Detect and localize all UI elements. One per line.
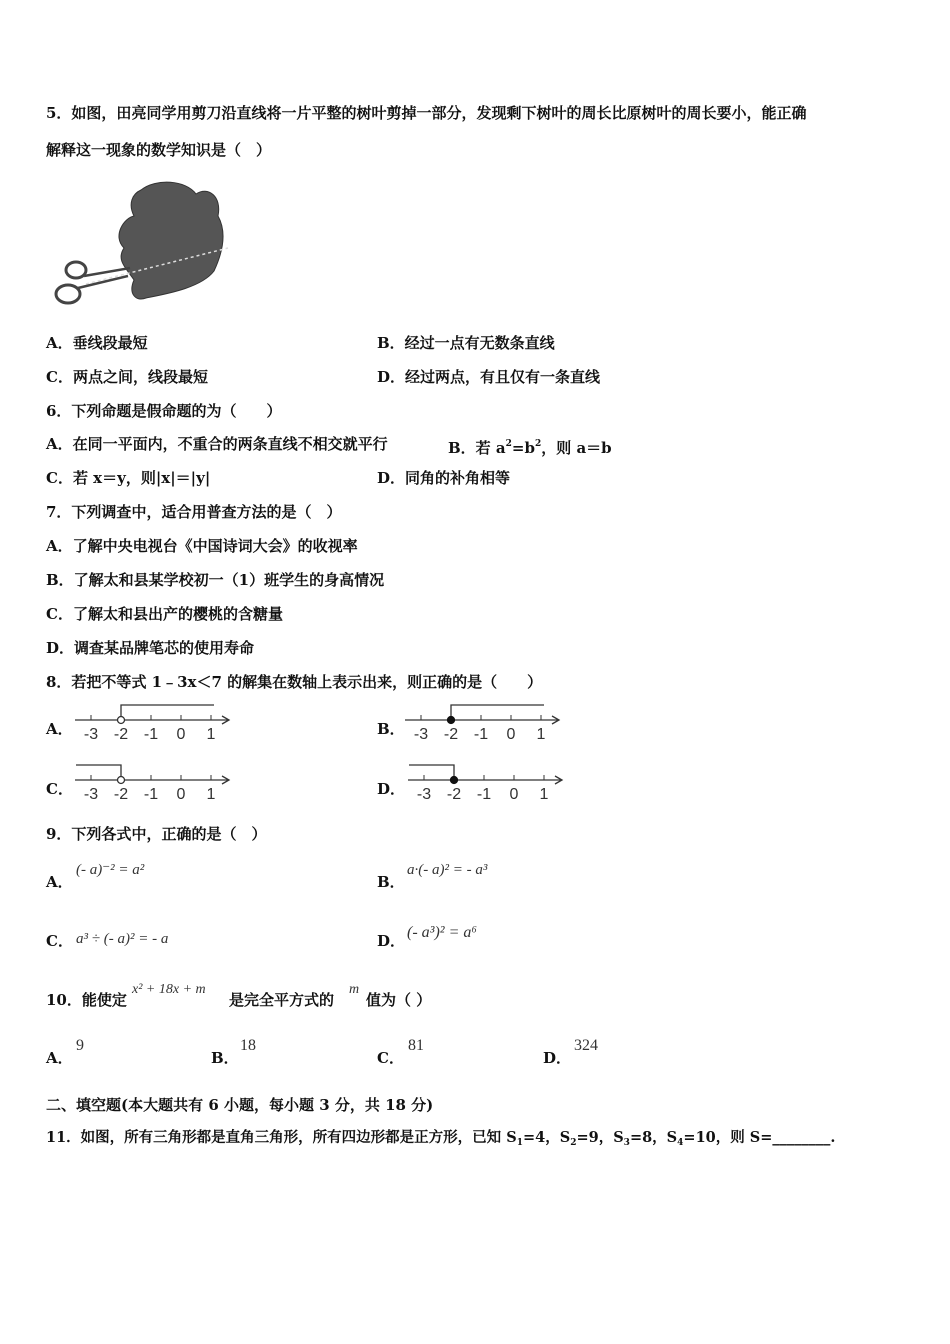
q8-stem: 8．若把不等式 1﹣3x＜7 的解集在数轴上表示出来，则正确的是（ ） <box>46 673 543 691</box>
q6-option-c: C．若 x＝y，则|x|＝|y| <box>46 469 211 487</box>
q5-option-d: D．经过两点，有且仅有一条直线 <box>377 368 601 386</box>
q6-option-b: B．若 $a^2=b^2$，则 a＝b <box>448 439 612 457</box>
q5-stem-line2: 解释这一现象的数学知识是（ ） <box>46 141 272 159</box>
tick-label-d-4: 0 <box>509 786 519 803</box>
q5-option-c: C．两点之间，线段最短 <box>46 368 208 386</box>
q9-option-b-label: B． <box>377 873 405 891</box>
tick-label-c-4: 0 <box>176 786 186 803</box>
q8-number-line-d <box>405 762 570 804</box>
tick-label-b-4: 0 <box>506 726 516 743</box>
tick-label-c-2: -2 <box>113 786 129 803</box>
q7-option-b: B．了解太和县某学校初一（1）班学生的身高情况 <box>46 571 385 589</box>
q7-option-a: A．了解中央电视台《中国诗词大会》的收视率 <box>46 537 358 555</box>
q10-value-c: 81 <box>408 1037 424 1054</box>
q8-number-line-a <box>72 702 237 744</box>
q9-option-a-label: A． <box>46 873 73 891</box>
tick-label-a-5: 1 <box>206 726 216 743</box>
tick-label-b-3: -1 <box>473 726 489 743</box>
q10-option-c-label: C． <box>377 1049 404 1067</box>
q10-value-a: 9 <box>76 1037 84 1054</box>
tick-label-b-1: -3 <box>413 726 429 743</box>
q5-option-a: A．垂线段最短 <box>46 334 148 352</box>
q6-stem: 6．下列命题是假命题的为（ ） <box>46 402 282 420</box>
q10-value-d: 324 <box>574 1037 598 1054</box>
tick-label-d-1: -3 <box>416 786 432 803</box>
tick-label-a-1: -3 <box>83 726 99 743</box>
q10-stem-mid: 是完全平方式的 <box>229 991 335 1009</box>
q5-stem-line1: 5．如图，田亮同学用剪刀沿直线将一片平整的树叶剪掉一部分，发现剩下树叶的周长比原树叶的周长要小，能正确 <box>46 104 807 122</box>
q10-stem-post: 值为（ ） <box>366 991 432 1009</box>
q9-expr-b: a·(- a)² = - a³ <box>407 862 488 878</box>
q9-expr-a: (- a)⁻² = a² <box>76 862 145 878</box>
q10-var: m <box>349 982 360 997</box>
q7-stem: 7．下列调查中，适合用普查方法的是（ ） <box>46 503 342 521</box>
q9-expr-c: a³ ÷ (- a)² = - a <box>76 931 169 947</box>
q8-number-line-b <box>402 702 567 744</box>
leaf-scissors-figure <box>46 176 236 318</box>
q8-option-b-label: B． <box>377 720 405 738</box>
section-2-title: 二、填空题(本大题共有 6 小题，每小题 3 分，共 18 分) <box>46 1096 434 1114</box>
q11-stem: 11．如图，所有三角形都是直角三角形，所有四边形都是正方形，已知 $S_1=4$，$S_2=9$，$S_3=8$，$S_4=10$，则 S=________. <box>46 1129 836 1148</box>
q9-expr-d: (- a³)² = a⁶ <box>407 924 477 941</box>
q10-value-b: 18 <box>240 1037 256 1054</box>
q6-option-d: D．同角的补角相等 <box>377 469 511 487</box>
tick-label-c-1: -3 <box>83 786 99 803</box>
q8-option-a-label: A． <box>46 720 73 738</box>
q8-number-line-c <box>72 762 237 804</box>
q9-option-c-label: C． <box>46 932 73 950</box>
q7-option-d: D．调查某品牌笔芯的使用寿命 <box>46 639 255 657</box>
tick-label-b-2: -2 <box>443 726 459 743</box>
q5-option-b: B．经过一点有无数条直线 <box>377 334 555 352</box>
tick-label-b-5: 1 <box>536 726 546 743</box>
q7-option-c: C．了解太和县出产的樱桃的含糖量 <box>46 605 283 623</box>
q10-stem-pre: 10．能使定 <box>46 991 127 1009</box>
q8-option-d-label: D． <box>377 780 406 798</box>
tick-label-a-3: -1 <box>143 726 159 743</box>
q9-stem: 9．下列各式中，正确的是（ ） <box>46 825 267 843</box>
tick-label-c-5: 1 <box>206 786 216 803</box>
tick-label-a-4: 0 <box>176 726 186 743</box>
q10-option-a-label: A． <box>46 1049 73 1067</box>
q9-option-d-label: D． <box>377 932 406 950</box>
tick-label-d-2: -2 <box>446 786 462 803</box>
q10-option-b-label: B． <box>211 1049 239 1067</box>
q10-expr: x² + 18x + m <box>132 982 206 997</box>
tick-label-d-3: -1 <box>476 786 492 803</box>
tick-label-d-5: 1 <box>539 786 549 803</box>
tick-label-a-2: -2 <box>113 726 129 743</box>
q10-option-d-label: D． <box>543 1049 572 1067</box>
tick-label-c-3: -1 <box>143 786 159 803</box>
q8-option-c-label: C． <box>46 780 73 798</box>
q6-option-a: A．在同一平面内，不重合的两条直线不相交就平行 <box>46 435 388 453</box>
